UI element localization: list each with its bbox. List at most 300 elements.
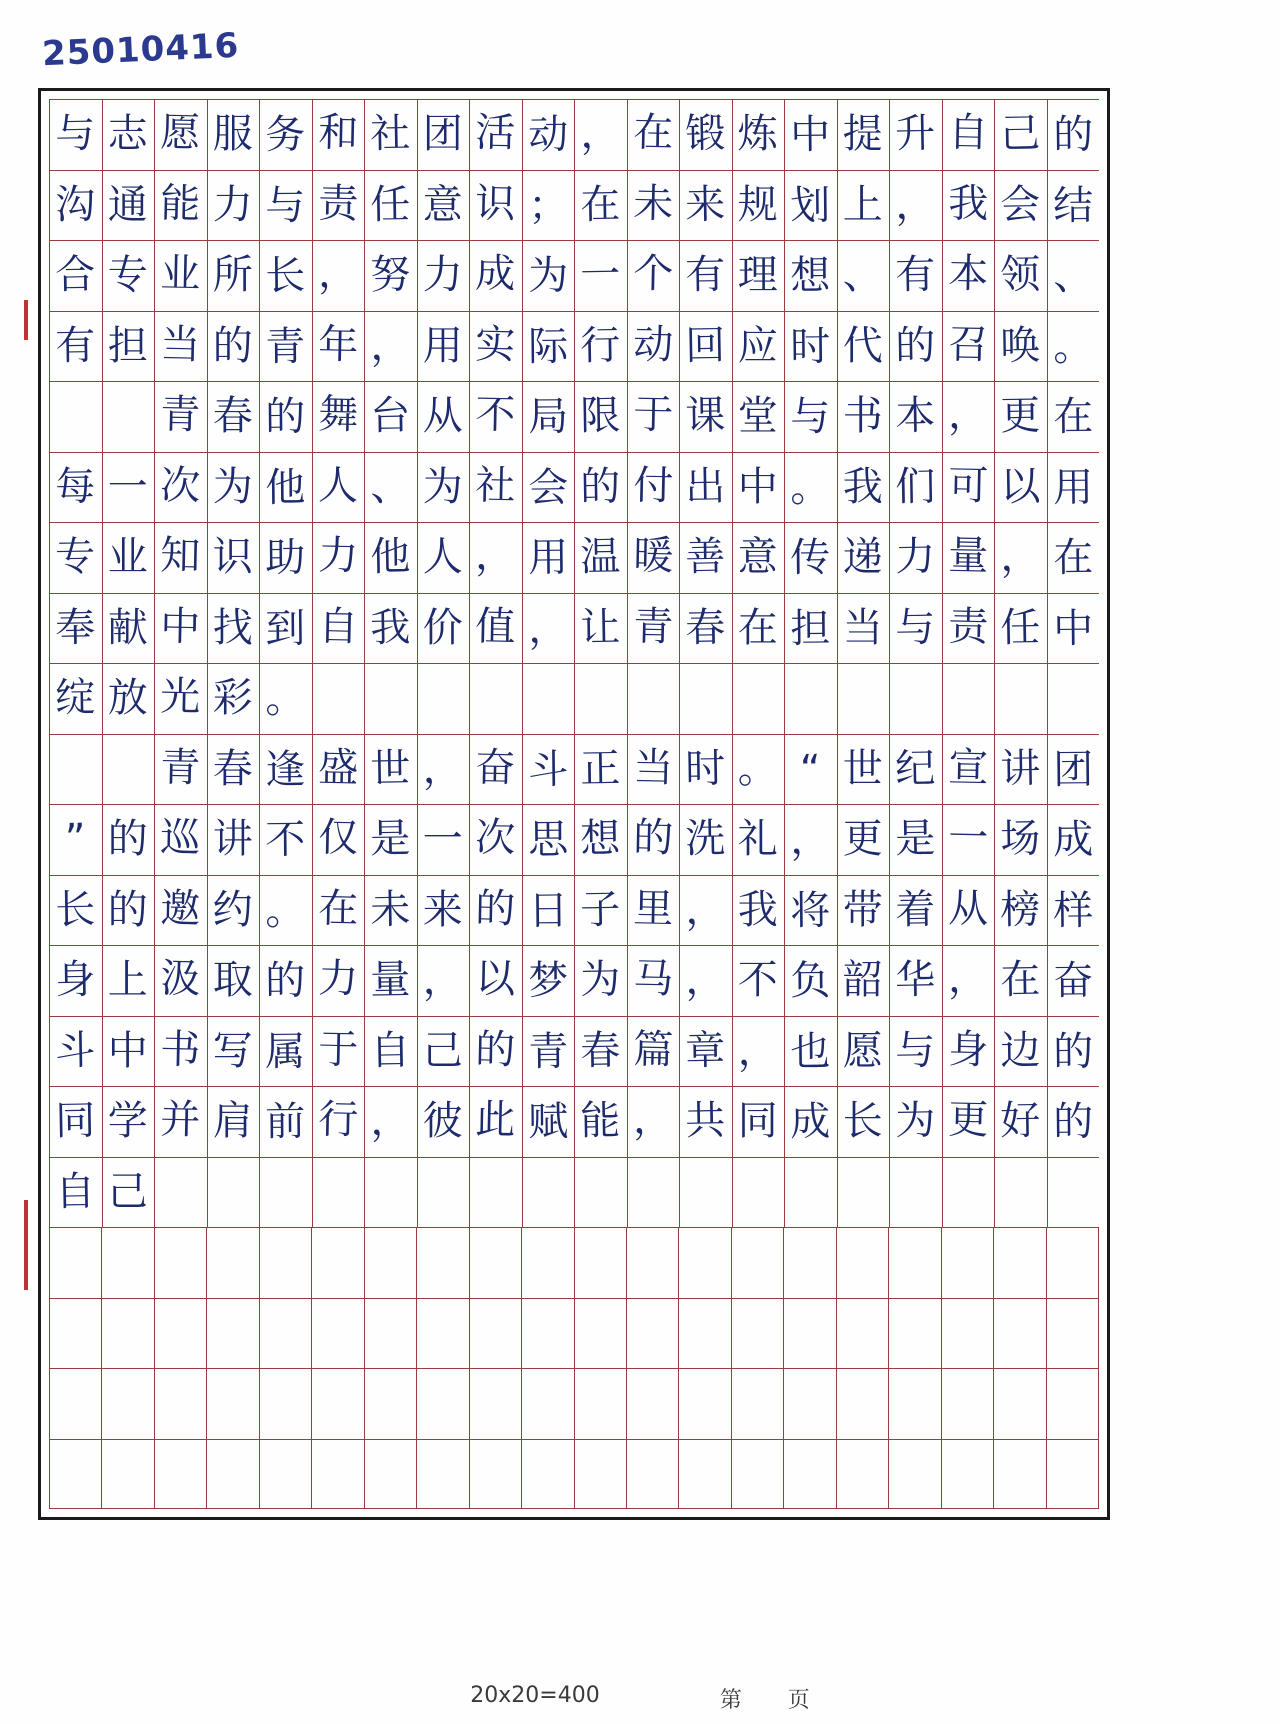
grid-cell[interactable] (102, 240, 155, 311)
grid-cell[interactable] (259, 1298, 311, 1369)
grid-cell[interactable] (417, 522, 470, 593)
grid-cell[interactable] (732, 734, 785, 805)
grid-cell[interactable] (49, 1227, 101, 1298)
grid-cell[interactable] (469, 875, 522, 946)
grid-cell[interactable] (154, 1016, 207, 1087)
grid-cell[interactable] (207, 1086, 260, 1157)
grid-cell[interactable] (154, 452, 207, 523)
grid-cell[interactable] (102, 311, 155, 382)
grid-cell[interactable] (521, 1227, 573, 1298)
grid-cell[interactable] (49, 240, 102, 311)
grid-cell[interactable] (942, 522, 995, 593)
grid-cell[interactable] (207, 593, 260, 664)
grid-cell[interactable] (627, 1157, 680, 1228)
grid-cell[interactable] (102, 875, 155, 946)
grid-cell[interactable] (522, 452, 575, 523)
grid-cell[interactable] (364, 311, 417, 382)
grid-cell[interactable] (364, 1298, 416, 1369)
grid-cell[interactable] (732, 593, 785, 664)
grid-cell[interactable] (522, 1016, 575, 1087)
grid-cell[interactable] (312, 945, 365, 1016)
grid-cell[interactable] (312, 1016, 365, 1087)
grid-cell[interactable] (678, 1368, 730, 1439)
grid-cell[interactable] (837, 593, 890, 664)
grid-cell[interactable] (1047, 1086, 1100, 1157)
grid-cell[interactable] (627, 804, 680, 875)
grid-cell[interactable] (889, 452, 942, 523)
grid-cell[interactable] (574, 311, 627, 382)
grid-cell[interactable] (679, 1157, 732, 1228)
grid-cell[interactable] (102, 522, 155, 593)
grid-cell[interactable] (889, 734, 942, 805)
grid-cell[interactable] (1047, 452, 1100, 523)
grid-cell[interactable] (942, 875, 995, 946)
grid-cell[interactable] (417, 381, 470, 452)
grid-cell[interactable] (1047, 593, 1100, 664)
grid-cell[interactable] (206, 1439, 258, 1510)
grid-cell[interactable] (994, 593, 1047, 664)
grid-cell[interactable] (259, 1368, 311, 1439)
grid-cell[interactable] (574, 1157, 627, 1228)
grid-cell[interactable] (627, 1086, 680, 1157)
grid-cell[interactable] (154, 522, 207, 593)
grid-cell[interactable] (522, 522, 575, 593)
grid-cell[interactable] (941, 1298, 993, 1369)
grid-cell[interactable] (49, 1439, 101, 1510)
grid-cell[interactable] (626, 1439, 678, 1510)
grid-cell[interactable] (364, 1157, 417, 1228)
grid-cell[interactable] (312, 1086, 365, 1157)
grid-cell[interactable] (311, 1368, 363, 1439)
grid-cell[interactable] (364, 1368, 416, 1439)
grid-cell[interactable] (312, 522, 365, 593)
grid-cell[interactable] (154, 1227, 206, 1298)
grid-cell[interactable] (837, 663, 890, 734)
grid-cell[interactable] (784, 381, 837, 452)
grid-cell[interactable] (102, 1157, 155, 1228)
grid-cell[interactable] (942, 1157, 995, 1228)
grid-cell[interactable] (626, 1368, 678, 1439)
grid-cell[interactable] (49, 99, 102, 170)
grid-cell[interactable] (1047, 170, 1100, 241)
grid-cell[interactable] (522, 311, 575, 382)
grid-cell[interactable] (679, 945, 732, 1016)
grid-cell[interactable] (994, 1016, 1047, 1087)
grid-cell[interactable] (521, 1439, 573, 1510)
grid-cell[interactable] (574, 1439, 626, 1510)
grid-cell[interactable] (102, 170, 155, 241)
grid-cell[interactable] (993, 1227, 1045, 1298)
grid-cell[interactable] (732, 1086, 785, 1157)
grid-cell[interactable] (469, 1298, 521, 1369)
grid-cell[interactable] (941, 1368, 993, 1439)
grid-cell[interactable] (207, 452, 260, 523)
grid-cell[interactable] (994, 170, 1047, 241)
grid-cell[interactable] (154, 1368, 206, 1439)
grid-cell[interactable] (102, 593, 155, 664)
grid-cell[interactable] (784, 170, 837, 241)
grid-cell[interactable] (627, 663, 680, 734)
grid-cell[interactable] (102, 452, 155, 523)
grid-cell[interactable] (259, 522, 312, 593)
grid-cell[interactable] (574, 452, 627, 523)
grid-cell[interactable] (312, 734, 365, 805)
grid-cell[interactable] (784, 734, 837, 805)
grid-cell[interactable] (522, 663, 575, 734)
grid-cell[interactable] (837, 1016, 890, 1087)
grid-cell[interactable] (574, 99, 627, 170)
grid-cell[interactable] (207, 945, 260, 1016)
grid-cell[interactable] (259, 240, 312, 311)
grid-cell[interactable] (364, 99, 417, 170)
grid-cell[interactable] (679, 1016, 732, 1087)
grid-cell[interactable] (469, 311, 522, 382)
grid-cell[interactable] (469, 381, 522, 452)
grid-cell[interactable] (522, 240, 575, 311)
grid-cell[interactable] (207, 170, 260, 241)
grid-cell[interactable] (469, 734, 522, 805)
grid-cell[interactable] (312, 452, 365, 523)
grid-cell[interactable] (364, 1016, 417, 1087)
grid-cell[interactable] (626, 1227, 678, 1298)
grid-cell[interactable] (732, 945, 785, 1016)
grid-cell[interactable] (312, 663, 365, 734)
grid-cell[interactable] (889, 1086, 942, 1157)
grid-cell[interactable] (416, 1227, 468, 1298)
grid-cell[interactable] (259, 663, 312, 734)
grid-cell[interactable] (732, 522, 785, 593)
grid-cell[interactable] (417, 945, 470, 1016)
grid-cell[interactable] (49, 593, 102, 664)
grid-cell[interactable] (154, 1298, 206, 1369)
grid-cell[interactable] (1046, 1368, 1099, 1439)
grid-cell[interactable] (364, 240, 417, 311)
grid-cell[interactable] (784, 804, 837, 875)
grid-cell[interactable] (312, 240, 365, 311)
grid-cell[interactable] (574, 1086, 627, 1157)
grid-cell[interactable] (942, 945, 995, 1016)
grid-cell[interactable] (836, 1298, 888, 1369)
grid-cell[interactable] (364, 875, 417, 946)
grid-cell[interactable] (522, 875, 575, 946)
grid-cell[interactable] (784, 945, 837, 1016)
grid-cell[interactable] (364, 945, 417, 1016)
grid-cell[interactable] (312, 99, 365, 170)
grid-cell[interactable] (207, 311, 260, 382)
grid-cell[interactable] (469, 452, 522, 523)
grid-cell[interactable] (837, 311, 890, 382)
grid-cell[interactable] (732, 99, 785, 170)
grid-cell[interactable] (364, 1227, 416, 1298)
grid-cell[interactable] (732, 452, 785, 523)
grid-cell[interactable] (994, 804, 1047, 875)
grid-cell[interactable] (679, 1086, 732, 1157)
grid-cell[interactable] (732, 875, 785, 946)
grid-cell[interactable] (784, 452, 837, 523)
grid-cell[interactable] (942, 99, 995, 170)
grid-cell[interactable] (942, 1016, 995, 1087)
grid-cell[interactable] (469, 170, 522, 241)
grid-cell[interactable] (1047, 945, 1100, 1016)
grid-cell[interactable] (941, 1439, 993, 1510)
grid-cell[interactable] (417, 734, 470, 805)
grid-cell[interactable] (417, 170, 470, 241)
grid-cell[interactable] (627, 381, 680, 452)
grid-cell[interactable] (259, 734, 312, 805)
grid-cell[interactable] (49, 170, 102, 241)
grid-cell[interactable] (522, 99, 575, 170)
grid-cell[interactable] (312, 170, 365, 241)
grid-cell[interactable] (522, 381, 575, 452)
grid-cell[interactable] (994, 734, 1047, 805)
grid-cell[interactable] (259, 1157, 312, 1228)
grid-cell[interactable] (521, 1298, 573, 1369)
grid-cell[interactable] (259, 1016, 312, 1087)
grid-cell[interactable] (49, 945, 102, 1016)
grid-cell[interactable] (206, 1227, 258, 1298)
grid-cell[interactable] (994, 240, 1047, 311)
grid-cell[interactable] (259, 804, 312, 875)
grid-cell[interactable] (469, 99, 522, 170)
grid-cell[interactable] (994, 381, 1047, 452)
grid-cell[interactable] (732, 311, 785, 382)
grid-cell[interactable] (102, 663, 155, 734)
grid-cell[interactable] (889, 804, 942, 875)
grid-cell[interactable] (942, 452, 995, 523)
grid-cell[interactable] (469, 1368, 521, 1439)
grid-cell[interactable] (732, 1157, 785, 1228)
grid-cell[interactable] (312, 875, 365, 946)
grid-cell[interactable] (101, 1368, 153, 1439)
grid-cell[interactable] (731, 1439, 783, 1510)
grid-cell[interactable] (207, 875, 260, 946)
grid-cell[interactable] (469, 1086, 522, 1157)
grid-cell[interactable] (102, 381, 155, 452)
grid-cell[interactable] (731, 1368, 783, 1439)
grid-cell[interactable] (311, 1439, 363, 1510)
grid-cell[interactable] (364, 170, 417, 241)
grid-cell[interactable] (311, 1298, 363, 1369)
grid-cell[interactable] (102, 945, 155, 1016)
grid-cell[interactable] (312, 1157, 365, 1228)
grid-cell[interactable] (102, 1016, 155, 1087)
grid-cell[interactable] (49, 311, 102, 382)
grid-cell[interactable] (49, 1368, 101, 1439)
grid-cell[interactable] (312, 804, 365, 875)
grid-cell[interactable] (679, 593, 732, 664)
grid-cell[interactable] (1047, 663, 1100, 734)
grid-cell[interactable] (49, 1086, 102, 1157)
grid-cell[interactable] (836, 1368, 888, 1439)
grid-cell[interactable] (469, 1157, 522, 1228)
grid-cell[interactable] (994, 875, 1047, 946)
grid-cell[interactable] (627, 593, 680, 664)
grid-cell[interactable] (627, 452, 680, 523)
grid-cell[interactable] (522, 1157, 575, 1228)
grid-cell[interactable] (993, 1298, 1045, 1369)
grid-cell[interactable] (312, 311, 365, 382)
grid-cell[interactable] (679, 734, 732, 805)
grid-cell[interactable] (364, 593, 417, 664)
grid-cell[interactable] (154, 1157, 207, 1228)
grid-cell[interactable] (101, 1439, 153, 1510)
grid-cell[interactable] (993, 1368, 1045, 1439)
grid-cell[interactable] (574, 170, 627, 241)
grid-cell[interactable] (837, 875, 890, 946)
grid-cell[interactable] (154, 99, 207, 170)
grid-cell[interactable] (259, 311, 312, 382)
grid-cell[interactable] (364, 381, 417, 452)
grid-cell[interactable] (1047, 240, 1100, 311)
grid-cell[interactable] (49, 522, 102, 593)
grid-cell[interactable] (679, 99, 732, 170)
grid-cell[interactable] (627, 240, 680, 311)
grid-cell[interactable] (154, 381, 207, 452)
grid-cell[interactable] (49, 1016, 102, 1087)
grid-cell[interactable] (207, 522, 260, 593)
grid-cell[interactable] (259, 381, 312, 452)
grid-cell[interactable] (574, 522, 627, 593)
grid-cell[interactable] (154, 945, 207, 1016)
grid-cell[interactable] (837, 99, 890, 170)
grid-cell[interactable] (154, 1086, 207, 1157)
grid-cell[interactable] (942, 1086, 995, 1157)
grid-cell[interactable] (994, 1157, 1047, 1228)
grid-cell[interactable] (1047, 99, 1100, 170)
grid-cell[interactable] (574, 240, 627, 311)
grid-cell[interactable] (207, 99, 260, 170)
grid-cell[interactable] (469, 804, 522, 875)
grid-cell[interactable] (994, 522, 1047, 593)
grid-cell[interactable] (784, 663, 837, 734)
grid-cell[interactable] (207, 1016, 260, 1087)
grid-cell[interactable] (521, 1368, 573, 1439)
grid-cell[interactable] (1047, 311, 1100, 382)
grid-cell[interactable] (942, 170, 995, 241)
grid-cell[interactable] (679, 311, 732, 382)
grid-cell[interactable] (837, 945, 890, 1016)
grid-cell[interactable] (154, 804, 207, 875)
grid-cell[interactable] (49, 663, 102, 734)
grid-cell[interactable] (1047, 875, 1100, 946)
grid-cell[interactable] (574, 1227, 626, 1298)
grid-cell[interactable] (679, 240, 732, 311)
grid-cell[interactable] (416, 1439, 468, 1510)
grid-cell[interactable] (889, 311, 942, 382)
grid-cell[interactable] (942, 804, 995, 875)
grid-cell[interactable] (574, 734, 627, 805)
grid-cell[interactable] (627, 945, 680, 1016)
grid-cell[interactable] (522, 945, 575, 1016)
grid-cell[interactable] (259, 170, 312, 241)
grid-cell[interactable] (942, 663, 995, 734)
grid-cell[interactable] (154, 593, 207, 664)
grid-cell[interactable] (678, 1227, 730, 1298)
grid-cell[interactable] (364, 522, 417, 593)
grid-cell[interactable] (889, 663, 942, 734)
grid-cell[interactable] (574, 804, 627, 875)
grid-cell[interactable] (417, 1157, 470, 1228)
grid-cell[interactable] (49, 1298, 101, 1369)
grid-cell[interactable] (627, 1016, 680, 1087)
grid-cell[interactable] (627, 522, 680, 593)
grid-cell[interactable] (732, 1016, 785, 1087)
grid-cell[interactable] (574, 381, 627, 452)
grid-cell[interactable] (417, 99, 470, 170)
grid-cell[interactable] (678, 1439, 730, 1510)
grid-cell[interactable] (312, 593, 365, 664)
grid-cell[interactable] (49, 1157, 102, 1228)
grid-cell[interactable] (889, 593, 942, 664)
grid-cell[interactable] (417, 875, 470, 946)
grid-cell[interactable] (259, 1086, 312, 1157)
grid-cell[interactable] (207, 240, 260, 311)
grid-cell[interactable] (732, 804, 785, 875)
grid-cell[interactable] (416, 1298, 468, 1369)
grid-cell[interactable] (836, 1227, 888, 1298)
grid-cell[interactable] (469, 522, 522, 593)
grid-cell[interactable] (49, 804, 102, 875)
grid-cell[interactable] (364, 804, 417, 875)
grid-cell[interactable] (784, 311, 837, 382)
grid-cell[interactable] (784, 522, 837, 593)
grid-cell[interactable] (627, 734, 680, 805)
grid-cell[interactable] (1047, 734, 1100, 805)
grid-cell[interactable] (679, 804, 732, 875)
grid-cell[interactable] (49, 734, 102, 805)
grid-cell[interactable] (783, 1439, 835, 1510)
grid-cell[interactable] (994, 663, 1047, 734)
grid-cell[interactable] (364, 1086, 417, 1157)
grid-cell[interactable] (679, 663, 732, 734)
grid-cell[interactable] (102, 804, 155, 875)
grid-cell[interactable] (574, 593, 627, 664)
grid-cell[interactable] (941, 1227, 993, 1298)
grid-cell[interactable] (889, 875, 942, 946)
grid-cell[interactable] (784, 1016, 837, 1087)
grid-cell[interactable] (679, 452, 732, 523)
grid-cell[interactable] (417, 452, 470, 523)
grid-cell[interactable] (259, 875, 312, 946)
grid-cell[interactable] (417, 240, 470, 311)
grid-cell[interactable] (994, 452, 1047, 523)
grid-cell[interactable] (207, 804, 260, 875)
grid-cell[interactable] (837, 452, 890, 523)
grid-cell[interactable] (574, 1368, 626, 1439)
grid-cell[interactable] (784, 1157, 837, 1228)
grid-cell[interactable] (783, 1227, 835, 1298)
grid-cell[interactable] (207, 734, 260, 805)
grid-cell[interactable] (206, 1368, 258, 1439)
grid-cell[interactable] (259, 99, 312, 170)
grid-cell[interactable] (417, 663, 470, 734)
grid-cell[interactable] (574, 945, 627, 1016)
grid-cell[interactable] (784, 875, 837, 946)
grid-cell[interactable] (889, 522, 942, 593)
grid-cell[interactable] (994, 1086, 1047, 1157)
grid-cell[interactable] (522, 593, 575, 664)
grid-cell[interactable] (836, 1439, 888, 1510)
grid-cell[interactable] (522, 734, 575, 805)
grid-cell[interactable] (888, 1227, 940, 1298)
grid-cell[interactable] (679, 522, 732, 593)
grid-cell[interactable] (679, 170, 732, 241)
grid-cell[interactable] (102, 1086, 155, 1157)
grid-cell[interactable] (732, 240, 785, 311)
grid-cell[interactable] (469, 240, 522, 311)
grid-cell[interactable] (574, 663, 627, 734)
grid-cell[interactable] (417, 804, 470, 875)
